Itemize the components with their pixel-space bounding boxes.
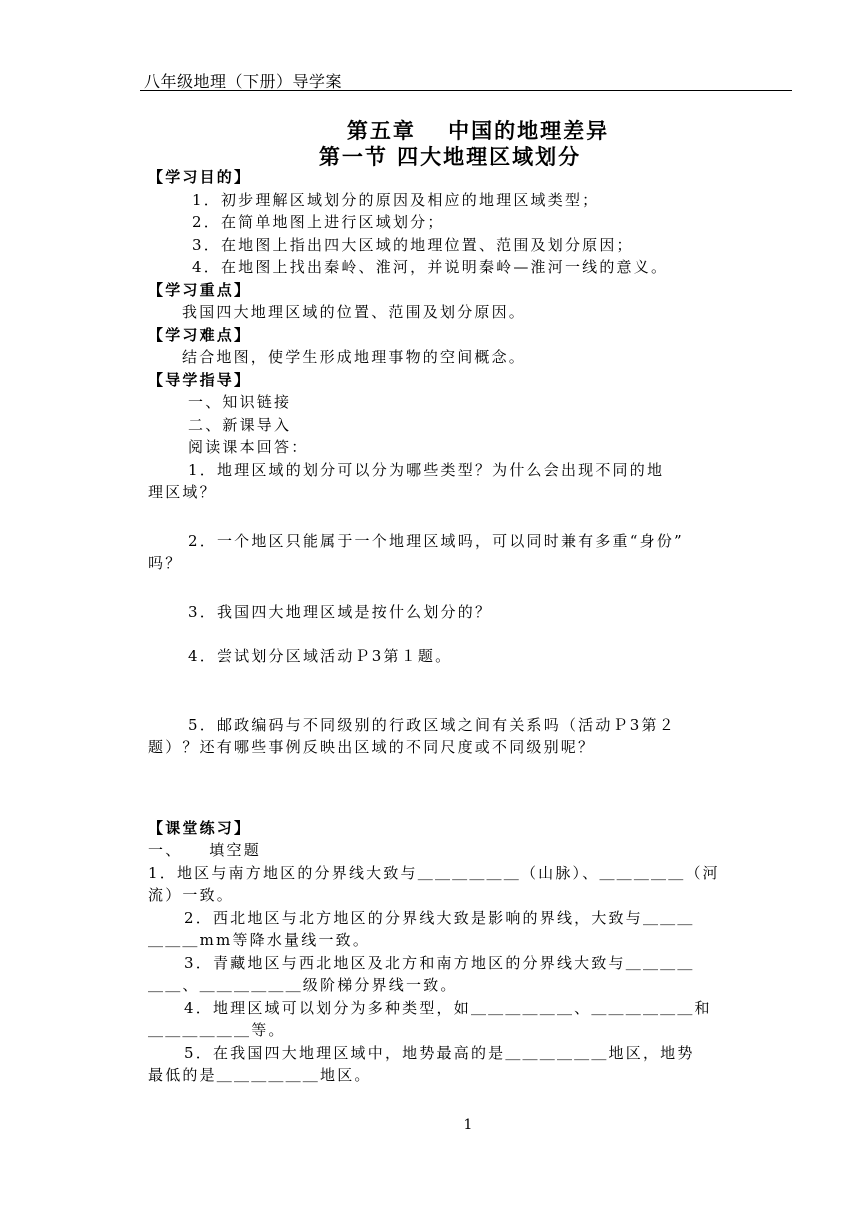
question-2-line-1: 2．一个地区只能属于一个地理区域吗，可以同时兼有多重“身份” bbox=[188, 531, 684, 550]
question-4: 4．尝试划分区域活动Ｐ3第１题。 bbox=[188, 647, 453, 665]
header-rule bbox=[140, 90, 792, 91]
answer-space bbox=[148, 575, 788, 601]
question-5-line-1: 5．邮政编码与不同级别的行政区域之间有关系吗（活动Ｐ3第２ bbox=[188, 715, 676, 734]
question-5-line-2: 题）？还有哪些事例反映出区域的不同尺度或不同级别呢？ bbox=[148, 738, 596, 756]
fill-question-5-line-1: 5．在我国四大地理区域中，地势最高的是＿＿＿＿＿＿地区，地势 bbox=[184, 1043, 695, 1062]
fill-question-2-line-2: ＿＿＿mm等降水量线一致。 bbox=[148, 931, 371, 949]
chapter-title: 第五章 中国的地理差异 bbox=[346, 119, 610, 143]
key-points-text: 我国四大地理区域的位置、范围及划分原因。 bbox=[182, 303, 527, 321]
question-1-line-1: 1．地理区域的划分可以分为哪些类型？为什么会出现不同的地 bbox=[188, 460, 665, 479]
guide-subheading: 一、知识链接 bbox=[188, 393, 292, 411]
fill-question-3-line-2: ＿＿、＿＿＿＿＿＿级阶梯分界线一致。 bbox=[148, 976, 458, 994]
difficulties-heading: 【学习难点】 bbox=[148, 325, 252, 344]
fill-question-3-line-1: 3．青藏地区与西北地区及北方和南方地区的分界线大致与＿＿＿＿ bbox=[184, 953, 695, 972]
objective-item: 3．在地图上指出四大区域的地理位置、范围及划分原因； bbox=[192, 235, 634, 254]
running-header: 八年级地理（下册）导学案 bbox=[144, 72, 343, 91]
fill-question-1-line-1: 1．地区与南方地区的分界线大致与＿＿＿＿＿＿（山脉）、＿＿＿＿＿（河 bbox=[148, 863, 720, 882]
fill-question-5-line-2: 最低的是＿＿＿＿＿＿地区。 bbox=[148, 1066, 372, 1084]
difficulties-text: 结合地图，使学生形成地理事物的空间概念。 bbox=[182, 348, 527, 366]
practice-heading: 【课堂练习】 bbox=[148, 818, 252, 837]
key-points-heading: 【学习重点】 bbox=[148, 280, 252, 299]
section-title: 第一节 四大地理区域划分 bbox=[318, 145, 582, 169]
objective-item: 1．初步理解区域划分的原因及相应的地理区域类型； bbox=[192, 190, 600, 209]
answer-space bbox=[148, 668, 788, 714]
objectives-heading: 【学习目的】 bbox=[148, 168, 252, 186]
fill-question-4-line-2: ＿＿＿＿＿＿等。 bbox=[148, 1021, 286, 1039]
practice-part-title: 一、 填空题 bbox=[148, 841, 261, 859]
fill-question-4-line-1: 4．地理区域可以划分为多种类型，如＿＿＿＿＿＿、＿＿＿＿＿＿和 bbox=[184, 998, 712, 1017]
guide-subheading: 二、新课导入 bbox=[188, 415, 292, 434]
guide-heading: 【导学指导】 bbox=[148, 370, 252, 389]
fill-question-1-line-2: 流）一致。 bbox=[148, 886, 235, 904]
answer-space bbox=[148, 623, 788, 645]
answer-space bbox=[148, 759, 788, 817]
guide-prompt: 阅读课本回答： bbox=[188, 438, 309, 456]
objective-item: 4．在地图上找出秦岭、淮河，并说明秦岭—淮河一线的意义。 bbox=[192, 258, 669, 276]
question-3: 3．我国四大地理区域是按什么划分的？ bbox=[188, 602, 493, 621]
document-body bbox=[148, 166, 788, 1087]
page-number: 1 bbox=[463, 1117, 473, 1133]
question-1-line-2: 理区域？ bbox=[148, 483, 217, 501]
question-2-line-2: 吗？ bbox=[148, 554, 183, 572]
fill-question-2-line-1: 2．西北地区与北方地区的分界线大致是影响的界线，大致与＿＿＿ bbox=[184, 908, 695, 927]
objective-item: 2．在简单地图上进行区域划分； bbox=[192, 213, 445, 231]
answer-space bbox=[148, 504, 788, 530]
